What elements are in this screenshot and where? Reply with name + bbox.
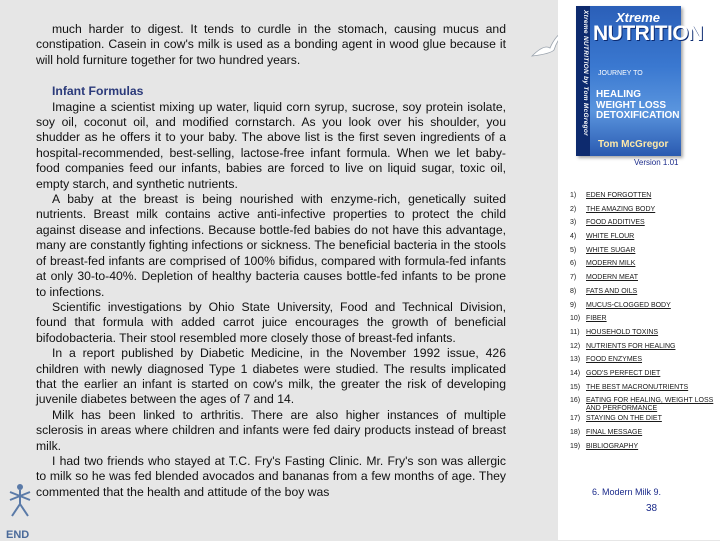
- cover-title-big: NUTRITION: [593, 22, 703, 45]
- paragraph: Milk has been linked to arthritis. There are also higher instances of multiple sclerosis in areas where children and infants were fed dairy products instead of breast milk.: [36, 407, 506, 453]
- toc-item[interactable]: [570, 260, 720, 274]
- toc-link[interactable]: STAYING ON THE DIET: [586, 415, 662, 423]
- toc-link[interactable]: FIBER: [586, 315, 607, 323]
- toc-item[interactable]: [570, 397, 720, 415]
- toc-link[interactable]: EATING FOR HEALING, WEIGHT LOSS AND PERFORMANCE: [586, 397, 714, 413]
- toc-number: 2): [570, 205, 577, 213]
- cover-subtitle: HEALING WEIGHT LOSS DETOXIFICATION: [596, 89, 680, 121]
- toc-item[interactable]: [570, 274, 720, 288]
- toc-link[interactable]: MODERN MEAT: [586, 274, 638, 282]
- toc-item[interactable]: [570, 247, 720, 261]
- toc-item[interactable]: [570, 288, 720, 302]
- page-number: 38: [646, 503, 658, 514]
- toc-number: 7): [570, 274, 577, 282]
- version-label: Version 1.01: [634, 158, 679, 167]
- toc-item[interactable]: [570, 429, 720, 443]
- toc-item[interactable]: [570, 219, 720, 233]
- toc-item[interactable]: [570, 233, 720, 247]
- toc-number: 16): [570, 397, 581, 405]
- toc-number: 18): [570, 429, 581, 436]
- toc-number: 5): [570, 246, 577, 254]
- main-text: [36, 22, 506, 500]
- paragraph: A baby at the breast is being nourished with enzyme-rich, genetically suited nutrients. Breast milk contains active anti-infective properties to protect the child against disease and infections. Because bottle-fed babies do not have this advantage, many are constantly fighting infections or sickness. The beneficial bacteria in the stools of breast-fed infants are comprised of 100% bifidus, compared with formula-fed infants at only 30-to-40%. Depletion of healthy bacteria causes bottle-fed infants to be prone to infections.: [36, 192, 506, 299]
- paragraph: Imagine a scientist mixing up water, liquid corn syrup, sucrose, soy protein isolate, soy oil, coconut oil, and modified cornstarch. As you look over his shoulder, you shudder as he offers it to your baby. The above list is the first seven ingredients of a hospital-recommended, best-selling, lactose-free infant formula. When we let baby-food companies feed our infants, babies are forced to live on liquid sugar, toxic oil, empty starch, and synthetic nutrients.: [36, 99, 506, 191]
- paragraph: Scientific investigations by Ohio State University, Food and Technical Division, found that formula with added carrot juice encourages the growth of beneficial bifodobacteria. Their stool resembled more closely those of breast-fed infants.: [36, 299, 506, 345]
- toc-number: 17): [570, 415, 581, 423]
- toc-item[interactable]: [570, 329, 720, 343]
- toc-number: 13): [570, 356, 581, 364]
- toc-item[interactable]: [570, 370, 720, 384]
- toc-link[interactable]: WHITE FLOUR: [586, 233, 635, 241]
- toc-link[interactable]: FOOD ENZYMES: [586, 356, 643, 364]
- toc-item[interactable]: [570, 192, 720, 206]
- toc-link[interactable]: THE BEST MACRONUTRIENTS: [586, 383, 689, 391]
- toc-link[interactable]: NUTRIENTS FOR HEALING: [586, 342, 676, 350]
- cover-title-small: Xtreme: [615, 10, 661, 25]
- paragraph: much harder to digest. It tends to curdle in the stomach, causing mucus and constipation. Casein in cow's milk is used as a bonding agent in wood glue because it will hold furniture together for two hundred years.: [36, 22, 506, 67]
- end-button[interactable]: END: [6, 529, 30, 541]
- toc-link[interactable]: WHITE SUGAR: [586, 246, 636, 254]
- toc-number: 14): [570, 369, 581, 377]
- toc-number: 6): [570, 260, 577, 268]
- toc-item[interactable]: [570, 315, 720, 329]
- cover-author: Tom McGregor: [598, 139, 669, 150]
- toc-link[interactable]: EDEN FORGOTTEN: [586, 192, 652, 199]
- toc-item[interactable]: [570, 206, 720, 220]
- toc-number: 3): [570, 219, 577, 227]
- toc-number: 8): [570, 287, 577, 295]
- toc-number: 12): [570, 342, 581, 350]
- book-cover[interactable]: [576, 6, 703, 156]
- toc-item[interactable]: [570, 343, 720, 357]
- toc-link[interactable]: MUCUS-CLOGGED BODY: [586, 301, 671, 309]
- toc-item[interactable]: [570, 356, 720, 370]
- section-heading: Infant Formulas: [52, 84, 144, 99]
- toc-link[interactable]: FOOD ADDITIVES: [586, 219, 645, 227]
- paragraph: In a report published by Diabetic Medicine, in the November 1992 issue, 426 children with newly diagnosed Type 1 diabetes were studied. The results implicated that the earlier an infant is started on cow's milk, the greater the risk of developing juvenile diabetes between the ages of 7 and 14.: [36, 346, 506, 407]
- toc-number: 4): [570, 233, 577, 241]
- table-of-contents: [570, 192, 720, 456]
- toc-link[interactable]: HOUSEHOLD TOXINS: [586, 328, 659, 336]
- cover-spine-text: Xtreme NUTRITION by Tom McGregor: [582, 10, 589, 137]
- toc-item[interactable]: [570, 302, 720, 316]
- toc-number: 11): [570, 328, 580, 336]
- stick-figure-icon[interactable]: [8, 482, 32, 518]
- toc-number: 9): [570, 301, 577, 309]
- toc-link[interactable]: FATS AND OILS: [586, 287, 638, 295]
- toc-number: 15): [570, 383, 581, 391]
- paragraph: I had two friends who stayed at T.C. Fry's Fasting Clinic. Mr. Fry's son was allergic to milk so he was fed blended avocados and bananas from a few months of age. They commented that the health and attitude of the boy was: [36, 453, 506, 499]
- toc-item[interactable]: [570, 443, 720, 457]
- toc-item[interactable]: [570, 415, 720, 429]
- toc-number: 10): [570, 315, 581, 323]
- page-reference: 6. Modern Milk 9.: [592, 487, 662, 497]
- toc-number: 19): [570, 442, 581, 450]
- toc-link[interactable]: FINAL MESSAGE: [586, 429, 643, 436]
- toc-link[interactable]: BIBLIOGRAPHY: [586, 442, 639, 450]
- toc-item[interactable]: [570, 384, 720, 398]
- toc-link[interactable]: THE AMAZING BODY: [586, 205, 656, 213]
- toc-number: 1): [570, 192, 577, 199]
- cover-journey: JOURNEY TO: [598, 70, 643, 77]
- toc-link[interactable]: MODERN MILK: [586, 260, 636, 268]
- toc-link[interactable]: GOD'S PERFECT DIET: [586, 369, 661, 377]
